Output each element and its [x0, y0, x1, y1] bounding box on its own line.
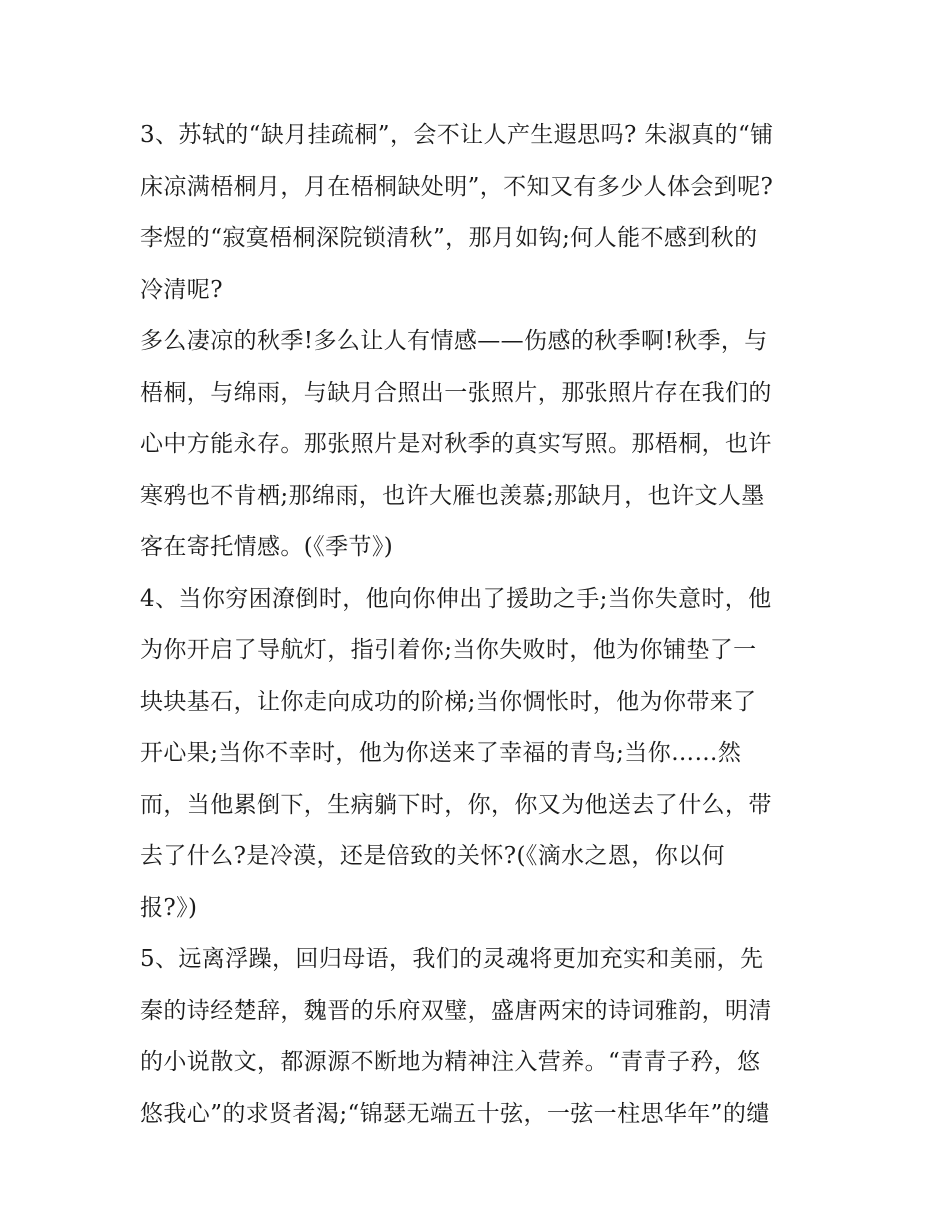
text-line: 心中方能永存。那张照片是对秋季的真实写照。那梧桐，也许 — [140, 431, 772, 457]
text-line: 床凉满梧桐月，月在梧桐缺处明”，不知又有多少人体会到呢? — [140, 173, 774, 200]
text-line: 冷清呢? — [140, 276, 223, 303]
text-line: 李煜的“寂寞梧桐深院锁清秋”，那月如钩;何人能不感到秋的 — [140, 225, 758, 251]
text-line: 寒鸦也不肯栖;那绵雨，也许大雁也羡慕;那缺月，也许文人墨 — [140, 482, 765, 509]
text-line: 多么凄凉的秋季!多么让人有情感——伤感的秋季啊!秋季，与 — [140, 328, 768, 354]
text-line: 去了什么?是冷漠，还是倍致的关怀?(《滴水之恩，你以何 — [140, 843, 725, 869]
text-line: 客在寄托情感。(《季节》) — [140, 534, 394, 560]
text-line: 报?》) — [140, 894, 198, 921]
text-line: 秦的诗经楚辞，魏晋的乐府双璧，盛唐两宋的诗词雅韵，明清 — [140, 997, 772, 1024]
text-line: 为你开启了导航灯，指引着你;当你失败时，他为你铺垫了一 — [140, 637, 757, 663]
text-line: 4、当你穷困潦倒时，他向你伸出了援助之手;当你失意时，他 — [140, 585, 772, 612]
text-line: 5、远离浮躁，回归母语，我们的灵魂将更加充实和美丽，先 — [140, 946, 764, 972]
text-line: 块块基石，让你走向成功的阶梯;当你惆怅时，他为你带来了 — [140, 688, 757, 715]
text-line: 梧桐，与绵雨，与缺月合照出一张照片，那张照片存在我们的 — [140, 379, 772, 406]
text-line: 悠我心”的求贤者渴;“锦瑟无端五十弦，一弦一柱思华年”的缱 — [140, 1100, 770, 1127]
text-line: 而，当他累倒下，生病躺下时，你，你又为他送去了什么，带 — [140, 791, 772, 818]
body-text — [140, 110, 820, 1140]
text-line: 3、苏轼的“缺月挂疏桐”，会不让人产生遐思吗? 朱淑真的“铺 — [140, 122, 774, 148]
text-line: 的小说散文，都源源不断地为精神注入营养。“青青子矜，悠 — [140, 1049, 761, 1075]
text-line: 开心果;当你不幸时，他为你送来了幸福的青鸟;当你……然 — [140, 740, 742, 766]
